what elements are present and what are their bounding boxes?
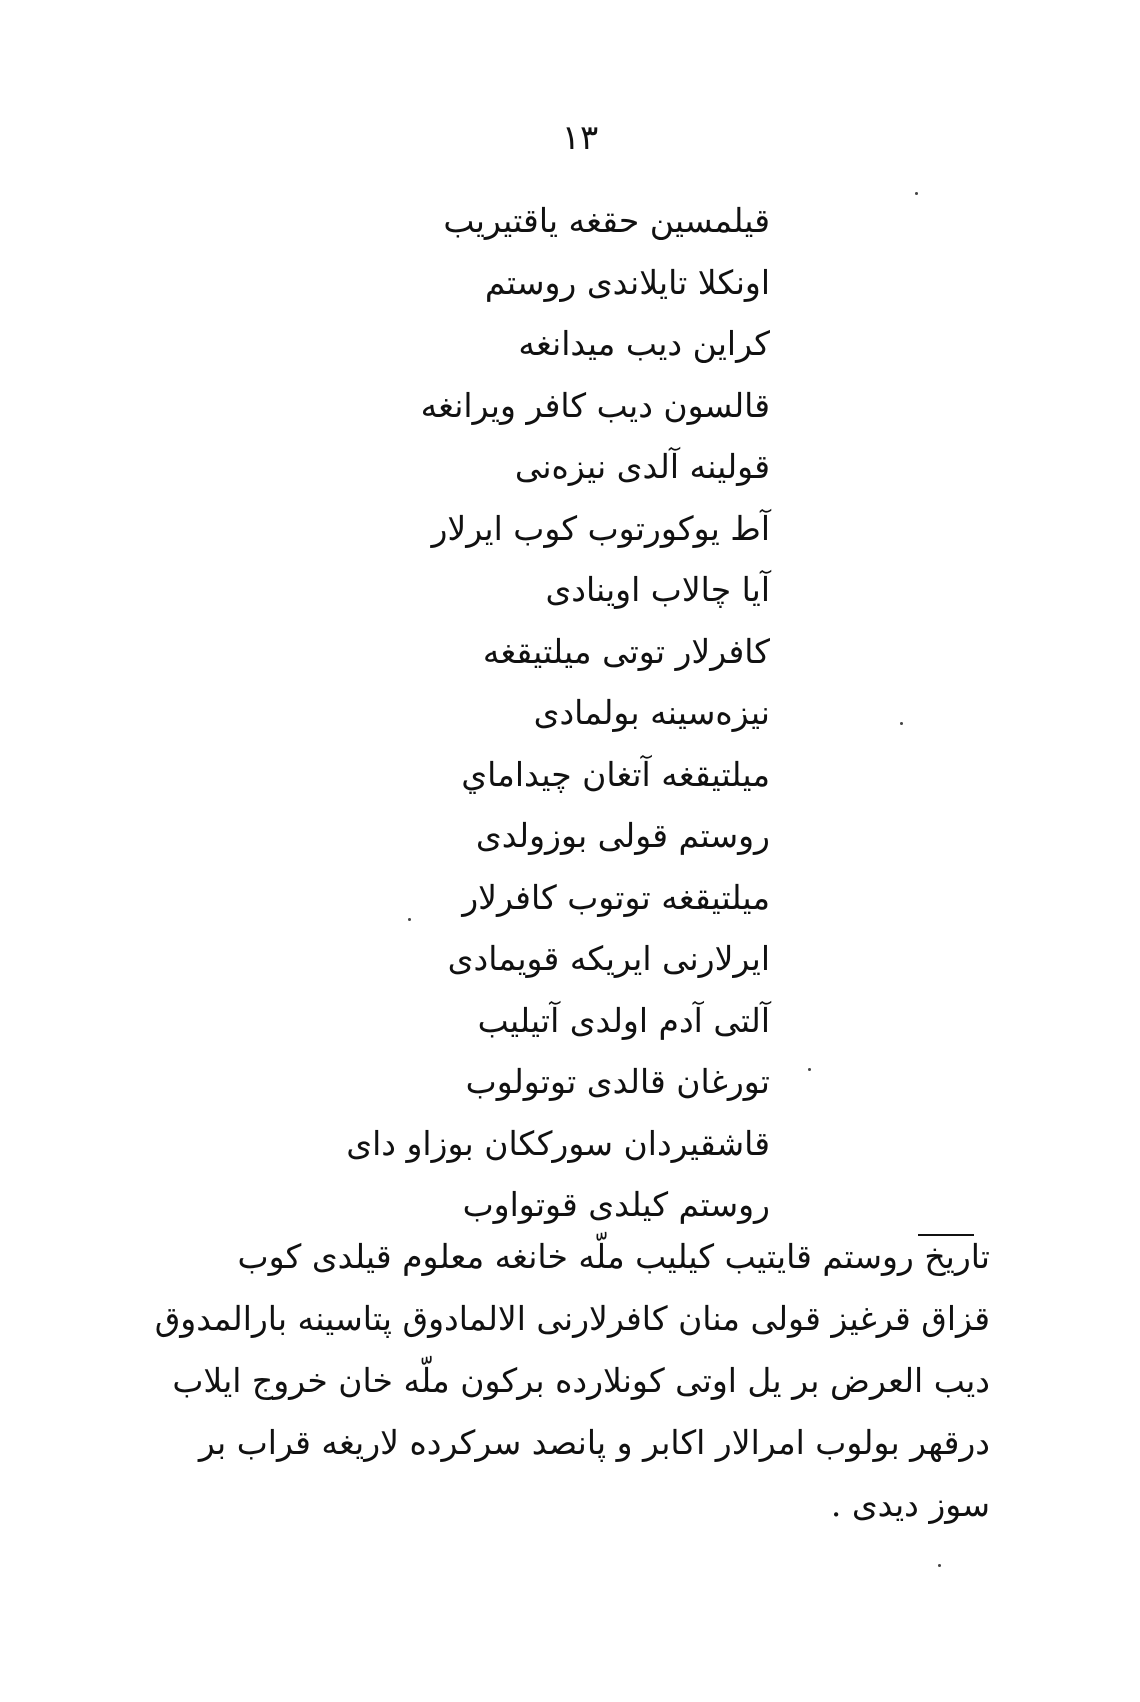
poem — [210, 190, 770, 1236]
poem-line: آیا چالاب اوینادی — [545, 570, 770, 609]
prose-line: دیب العرض بر یل اوتی کونلارده برکون ملّه خان خروج ایلاب — [172, 1361, 990, 1400]
poem-line: تورغان قالدی توتولوب — [465, 1062, 770, 1101]
poem-line: روستم کیلدی قوتواوب — [462, 1185, 770, 1224]
poem-line: آط یوکورتوب کوب ایرلار — [431, 508, 770, 548]
prose-line: سوز دیدی . — [830, 1485, 990, 1524]
poem-line: ایرلارنی ایریکه قویمادی — [447, 939, 770, 978]
page-number: ١٣ — [561, 118, 599, 158]
poem-line: میلتیقغه توتوب کافرلار — [462, 877, 770, 917]
prose-line: قزاق قرغیز قولی منان کافرلارنی الالمادوق پتاسینه بارالمدوق — [154, 1299, 990, 1338]
poem-line: اونکلا تایلاندی روستم — [484, 262, 770, 302]
scan-speck — [808, 1068, 811, 1071]
poem-line: کافرلار توتی میلتیقغه — [482, 631, 770, 671]
prose-line: درقهر بولوب امرالار اکابر و پانصد سرکرده لاریغه قراب بر — [198, 1423, 990, 1462]
poem-line: روستم قولی بوزولدی — [475, 816, 770, 855]
poem-line: کراین دیب میدانغه — [518, 324, 770, 363]
prose-paragraph — [154, 1226, 990, 1536]
poem-line: نیزه‌سینه بولمادی — [533, 693, 770, 732]
poem-line: آلتی آدم اولدی آتیلیب — [477, 1000, 770, 1040]
poem-line: قیلمسین حقغه یاقتیریب — [443, 201, 770, 240]
scan-speck — [938, 1564, 941, 1567]
scan-speck — [900, 722, 903, 725]
poem-line: قالسون دیب کافر ویرانغه — [420, 385, 770, 425]
poem-line: قاشقیردان سورککان بوزاو دای — [346, 1123, 770, 1163]
prose-line: تاریخ روستم قایتیب کیلیب ملّه خانغه معلوم قیلدی کوب — [237, 1237, 990, 1276]
scan-speck — [408, 918, 411, 921]
poem-line: قولینه آلدی نیزه‌نی — [514, 447, 770, 486]
poem-line: میلتیقغه آتغان چیداماي — [461, 754, 770, 794]
scan-speck — [915, 192, 918, 195]
